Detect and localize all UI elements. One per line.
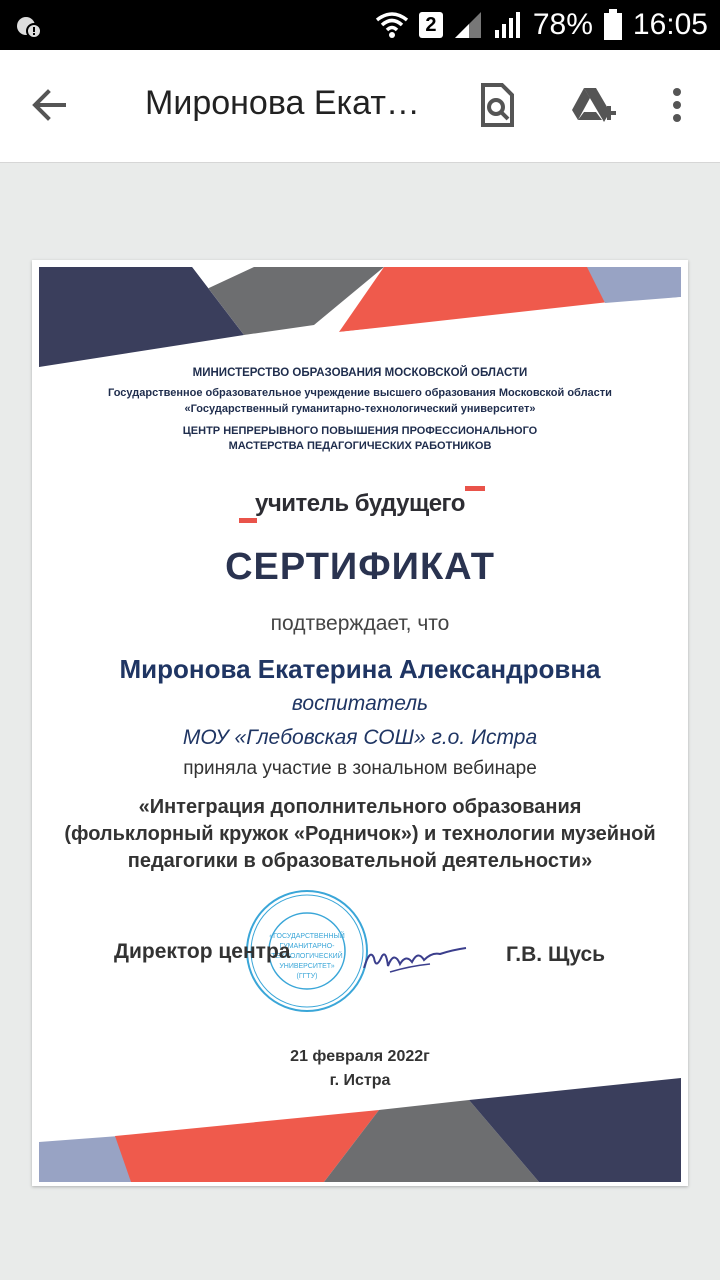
logo-accent-right	[465, 486, 485, 491]
svg-text:УНИВЕРСИТЕТ»: УНИВЕРСИТЕТ»	[279, 963, 335, 970]
svg-text:(ГГТУ): (ГГТУ)	[296, 973, 318, 980]
battery-percent: 78%	[532, 8, 593, 41]
certificate-title: СЕРТИФИКАТ	[225, 546, 495, 588]
bottom-banner	[39, 1070, 681, 1182]
clock: 16:05	[632, 8, 708, 41]
director-name: Г.В. Щусь	[506, 943, 606, 966]
signal-icon-2	[493, 10, 523, 40]
svg-text:ТЕХНОЛОГИЧЕСКИЙ: ТЕХНОЛОГИЧЕСКИЙ	[271, 953, 343, 960]
svg-text:ГУМАНИТАРНО-: ГУМАНИТАРНО-	[279, 943, 335, 950]
participation-text: приняла участие в зональном вебинаре	[183, 758, 537, 779]
wifi-icon	[375, 10, 409, 40]
more-vert-icon[interactable]	[652, 80, 702, 130]
top-banner	[39, 267, 681, 382]
sim-slot-badge: 2	[419, 12, 443, 38]
center-heading	[32, 424, 688, 454]
recipient-school: МОУ «Глебовская СОШ» г.о. Истра	[182, 726, 538, 749]
ministry-heading: МИНИСТЕРСТВО ОБРАЗОВАНИЯ МОСКОВСКОЙ ОБЛАСТИ	[192, 367, 528, 379]
recipient-position: воспитатель	[291, 692, 429, 715]
confirms-text: подтверждает, что	[270, 612, 450, 635]
signal-icon	[453, 10, 483, 40]
add-to-drive-icon[interactable]	[568, 80, 618, 130]
issue-city: г. Истра	[329, 1072, 391, 1089]
center-heading-line2: МАСТЕРСТВА ПЕДАГОГИЧЕСКИХ РАБОТНИКОВ	[228, 440, 492, 452]
status-bar	[0, 0, 720, 50]
certificate-document[interactable]	[32, 260, 688, 1186]
university-heading: «Государственный гуманитарно-технологический университет»	[184, 403, 536, 415]
issue-date: 21 февраля 2022г	[290, 1048, 430, 1065]
director-signature	[360, 936, 470, 980]
webinar-topic: «Интеграция дополнительного образования (фольклорный кружок «Родничок») и технологии музейной педагогики в образовательной деятельности»	[64, 796, 656, 872]
logo-text: учитель будущего	[255, 490, 465, 517]
center-heading-line1: ЦЕНТР НЕПРЕРЫВНОГО ПОВЫШЕНИЯ ПРОФЕССИОНАЛЬНОГО	[182, 425, 538, 437]
notification-icon	[14, 12, 42, 40]
teacher-of-future-logo	[237, 486, 487, 526]
app-bar	[0, 50, 720, 163]
back-arrow-icon[interactable]	[24, 80, 74, 130]
search-document-icon[interactable]	[472, 80, 522, 130]
svg-text:«ГОСУДАРСТВЕННЫЙ: «ГОСУДАРСТВЕННЫЙ	[269, 933, 345, 940]
logo-accent-left	[239, 518, 257, 523]
institution-heading: Государственное образовательное учреждение высшего образования Московской области	[108, 387, 612, 399]
battery-icon	[603, 9, 623, 41]
document-title: Миронова Екат…	[145, 84, 420, 122]
recipient-name: Миронова Екатерина Александровна	[119, 654, 601, 684]
director-label: Директор центра	[114, 940, 291, 963]
